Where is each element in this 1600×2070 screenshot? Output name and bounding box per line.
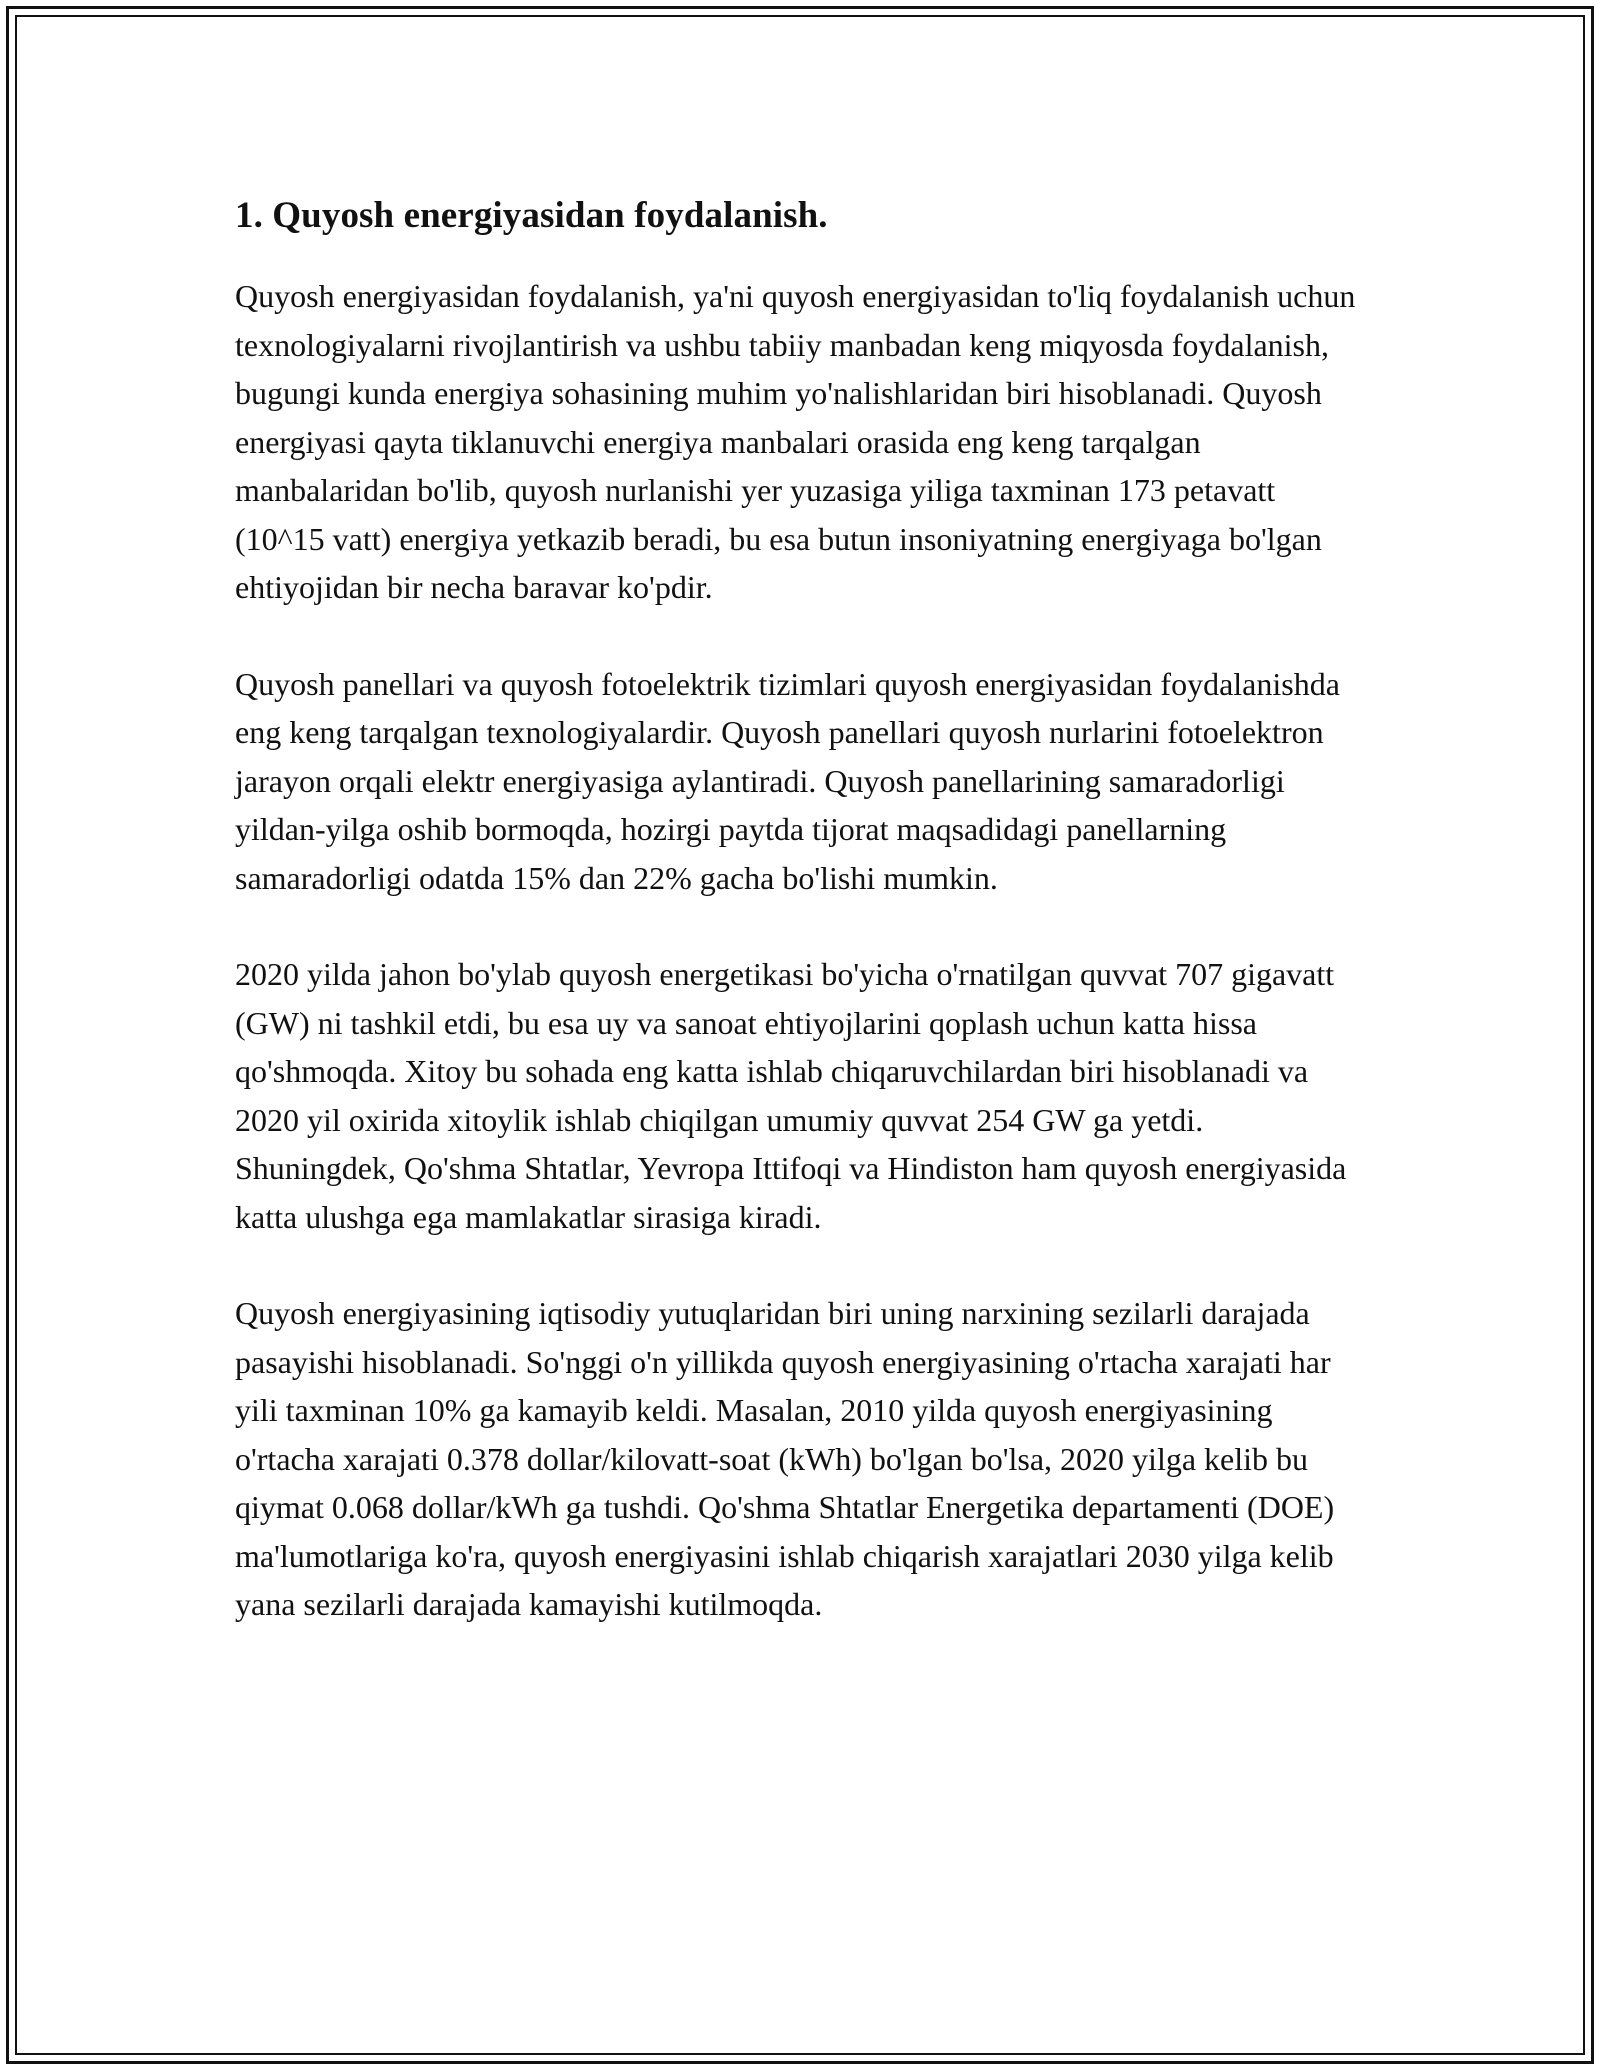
paragraph-solar-panels: Quyosh panellari va quyosh fotoelektrik tizimlari quyosh energiyasidan foydalanishda eng keng tarqalgan texnologiyalardir. Quyosh panellari quyosh nurlarini fotoelektron jarayon orqali elektr energiyasiga aylantiradi. Quyosh panellarining samaradorligi yildan-yilga oshib bormoqda, hozirgi paytda tijorat maqsadidagi panellarning samaradorligi odatda 15% dan 22% gacha bo'lishi mumkin. xyxy=(235,665,1340,896)
section-heading: 1. Quyosh energiyasidan foydalanish. xyxy=(235,195,828,236)
document-body xyxy=(235,188,1360,1677)
paragraph-economics: Quyosh energiyasining iqtisodiy yutuqlaridan biri uning narxining sezilarli darajada pasayishi hisoblanadi. So'nggi o'n yillikda quyosh energiyasining o'rtacha xarajati har yili taxminan 10% ga kamayib keldi. Masalan, 2010 yilda quyosh energiyasining o'rtacha xarajati 0.378 dollar/kilovatt-soat (kWh) bo'lgan bo'lsa, 2020 yilga kelib bu qiymat 0.068 dollar/kWh ga tushdi. Qo'shma Shtatlar Energetika departamenti (DOE) ma'lumotlariga ko'ra, quyosh energiyasini ishlab chiqarish xarajatlari 2030 yilga kelib yana sezilarli darajada kamayishi kutilmoqda. xyxy=(235,1295,1335,1622)
paragraph-intro: Quyosh energiyasidan foydalanish, ya'ni quyosh energiyasidan to'liq foydalanish uchun texnologiyalarni rivojlantirish va ushbu tabiiy manbadan keng miqyosda foydalanish, bugungi kunda energiya sohasining muhim yo'nalishlaridan biri hisoblanadi. Quyosh energiyasi qayta tiklanuvchi energiya manbalari orasida eng keng tarqalgan manbalaridan bo'lib, quyosh nurlanishi yer yuzasiga yiliga taxminan 173 petavatt (10^15 vatt) energiya yetkazib beradi, bu esa butun insoniyatning energiyaga bo'lgan ehtiyojidan bir necha baravar ko'pdir. xyxy=(235,278,1356,605)
paragraph-installed-capacity: 2020 yilda jahon bo'ylab quyosh energetikasi bo'yicha o'rnatilgan quvvat 707 gigavatt (GW) ni tashkil etdi, bu esa uy va sanoat ehtiyojlarini qoplash uchun katta hissa qo'shmoqda. Xitoy bu sohada eng katta ishlab chiqaruvchilardan biri hisoblanadi va 2020 yil oxirida xitoylik ishlab chiqilgan umumiy quvvat 254 GW ga yetdi. Shuningdek, Qo'shma Shtatlar, Yevropa Ittifoqi va Hindiston ham quyosh energiyasida katta ulushga ega mamlakatlar sirasiga kiradi. xyxy=(235,956,1347,1235)
